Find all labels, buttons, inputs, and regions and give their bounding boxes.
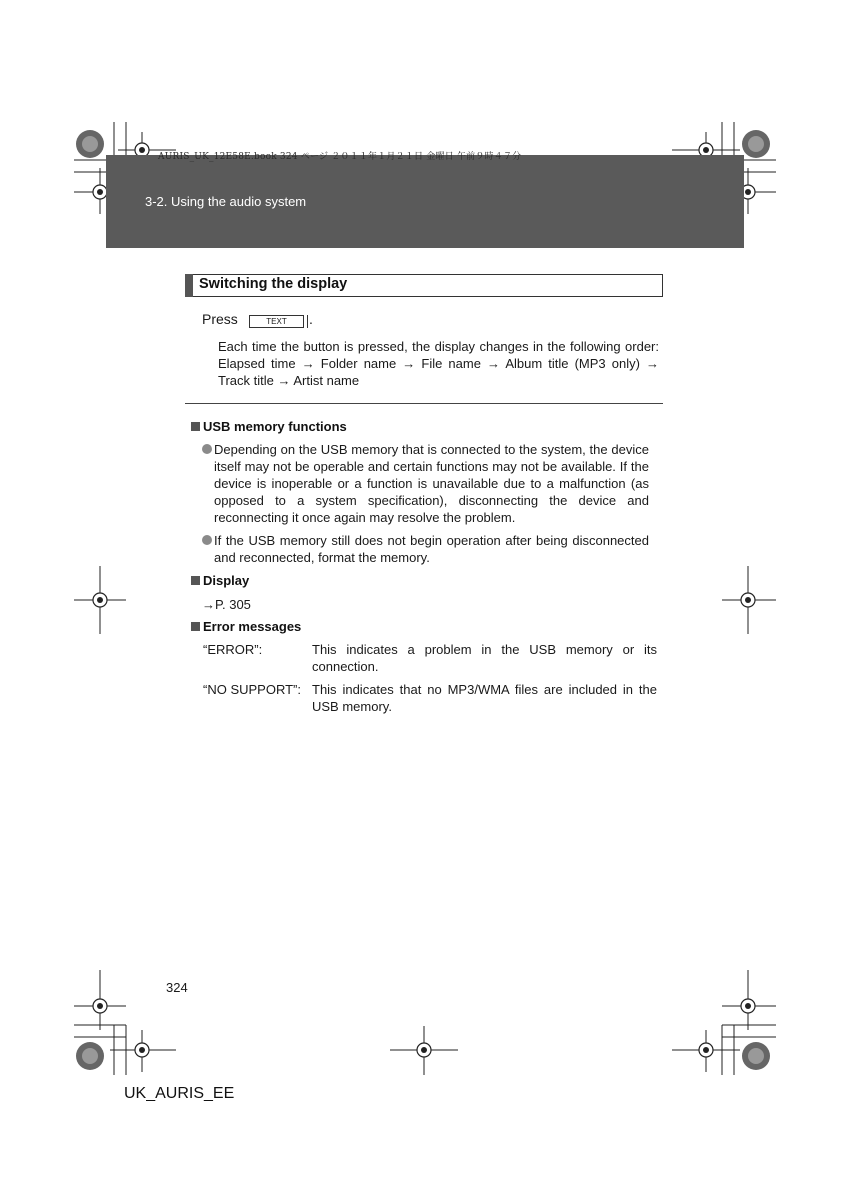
document-code: UK_AURIS_EE [124,1085,235,1102]
section-title: Switching the display [199,276,348,292]
section-title-accent-bar [185,274,193,297]
square-bullet-icon [191,576,200,585]
press-label: Press [202,311,238,327]
divider [185,403,663,404]
error-messages-heading [191,619,301,634]
text-button-key-icon: TEXT [249,315,304,328]
error-messages-heading-text: Error messages [203,619,302,634]
display-heading [191,573,249,588]
usb-memory-heading [191,419,347,434]
usb-bullet-1: Depending on the USB memory that is connected to the system, the device itself may not be operable and certain functions may not be available. If the device is inoperable or a function is unavailable due to a malfunction (as opposed to a system specification), disconnecting the device and reconnecting it once again may resolve the problem. [214,442,649,525]
circle-bullet-icon [202,444,212,454]
usb-memory-heading-text: USB memory functions [203,419,347,434]
square-bullet-icon [191,622,200,631]
page-number: 324 [166,980,188,995]
error-term: “NO SUPPORT”: [203,682,301,697]
error-term: “ERROR”: [203,642,263,657]
circle-bullet-icon [202,535,212,545]
error-description: This indicates a problem in the USB memory or its connection. [312,642,657,674]
print-info-line: AURIS_UK_12E58E.book 324 ページ ２０１１年１月２１日 金曜日 午前９時４７分 [158,152,522,162]
square-bullet-icon [191,422,200,431]
press-period: . [309,311,313,327]
display-page-reference: →P. 305 [202,597,251,612]
display-order-paragraph: Each time the button is pressed, the display changes in the following order: Elapsed time → Folder name → File name → Album title (MP3 only) → Track title → Artist name [218,339,659,388]
error-description: This indicates that no MP3/WMA files are included in the USB memory. [312,682,657,714]
chapter-section-label: 3-2. Using the audio system [145,194,307,209]
usb-bullet-2: If the USB memory still does not begin operation after being disconnected and reconnected, format the memory. [214,533,649,565]
display-heading-text: Display [203,573,250,588]
